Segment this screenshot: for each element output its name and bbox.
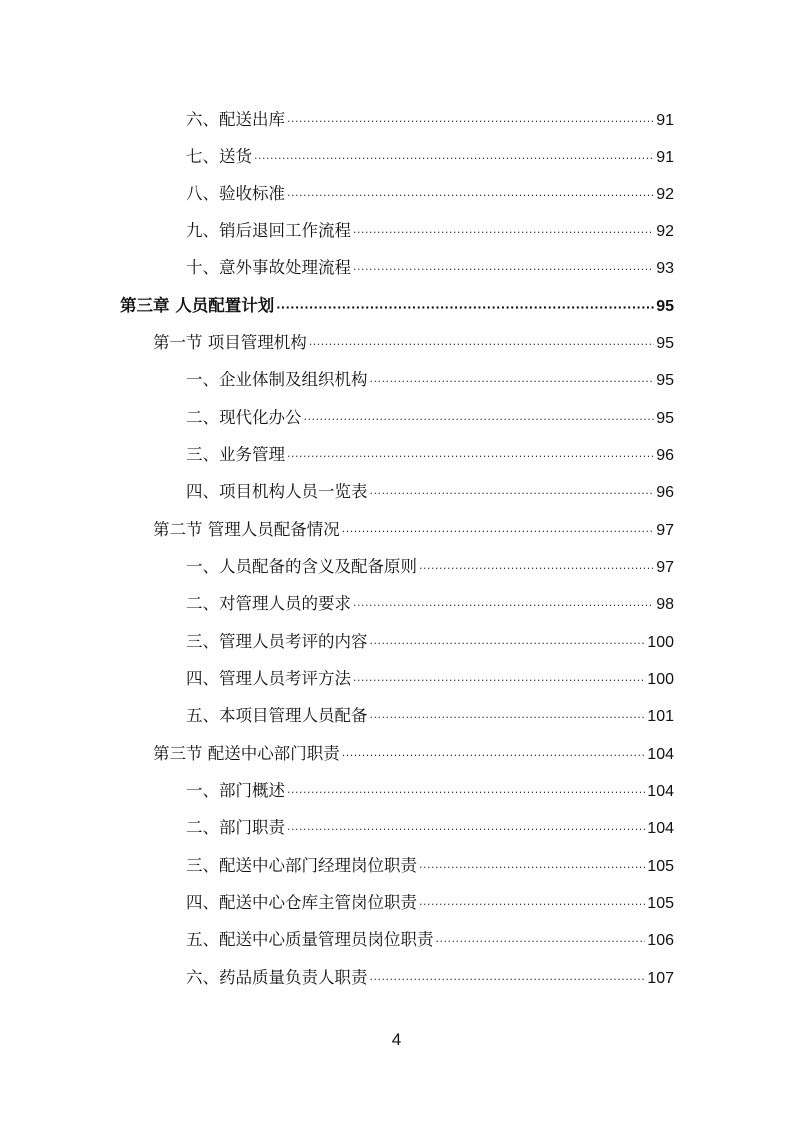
toc-entry-item[interactable] [186,145,674,169]
toc-entry-title: 一、人员配备的含义及配备原则 [186,557,417,576]
toc-entry-item[interactable] [186,108,674,132]
toc-entry-item[interactable] [186,854,674,878]
dot-leader [287,818,645,842]
dot-leader [287,445,654,469]
toc-entry-page-number: 100 [647,671,674,688]
toc-entry-title: 五、本项目管理人员配备 [186,706,368,725]
toc-entry-page-number: 91 [656,149,674,166]
toc-entry-page-number: 96 [656,447,674,464]
toc-entry-chapter[interactable] [120,294,674,318]
dot-leader [287,110,654,134]
toc-entry-page-number: 95 [656,335,674,352]
toc-entry-title: 六、药品质量负责人职责 [186,968,368,987]
toc-entry-item[interactable] [186,816,674,840]
dot-leader [276,296,654,320]
toc-entry-item[interactable] [186,480,674,504]
toc-entry-title: 七、送货 [186,147,252,166]
toc-entry-title: 八、验收标准 [186,184,285,203]
toc-entry-item[interactable] [186,182,674,206]
toc-entry-title: 第三节 配送中心部门职责 [153,744,340,763]
toc-entry-item[interactable] [186,406,674,430]
page-number: 4 [391,1030,402,1049]
toc-entry-title: 一、企业体制及组织机构 [186,370,368,389]
toc-entry-title: 二、部门职责 [186,818,285,837]
dot-leader [353,221,654,245]
toc-entry-title: 四、项目机构人员一览表 [186,482,368,501]
toc-entry-page-number: 95 [656,372,674,389]
dot-leader [342,520,654,544]
toc-entry-page-number: 104 [647,820,674,837]
dot-leader [370,706,646,730]
toc-entry-title: 五、配送中心质量管理员岗位职责 [186,930,434,949]
dot-leader [342,744,646,768]
toc-entry-title: 九、销后退回工作流程 [186,221,351,240]
toc-entry-item[interactable] [186,256,674,280]
dot-leader [419,856,645,880]
toc-entry-title: 三、业务管理 [186,445,285,464]
toc-entry-page-number: 93 [656,260,674,277]
dot-leader [287,184,654,208]
dot-leader [419,893,645,917]
toc-entry-page-number: 105 [647,895,674,912]
toc-entry-item[interactable] [186,630,674,654]
toc-entry-item[interactable] [186,219,674,243]
toc-entry-item[interactable] [186,555,674,579]
toc-entry-item[interactable] [186,667,674,691]
toc-entry-page-number: 106 [647,932,674,949]
toc-entry-page-number: 92 [656,223,674,240]
toc-entry-title: 四、管理人员考评方法 [186,669,351,688]
toc-entry-item[interactable] [186,891,674,915]
dot-leader [370,482,655,506]
toc-entry-page-number: 95 [656,298,674,315]
toc-entry-item[interactable] [186,779,674,803]
dot-leader [353,258,654,282]
dot-leader [370,968,646,992]
dot-leader [287,781,645,805]
toc-entry-section[interactable] [153,518,674,542]
dot-leader [370,632,646,656]
toc-entry-page-number: 97 [656,559,674,576]
toc-entry-page-number: 100 [647,634,674,651]
toc-entry-title: 一、部门概述 [186,781,285,800]
toc-entry-page-number: 92 [656,186,674,203]
toc-entry-item[interactable] [186,928,674,952]
dot-leader [353,669,645,693]
toc-entry-item[interactable] [186,443,674,467]
toc-entry-title: 三、管理人员考评的内容 [186,632,368,651]
toc-entry-section[interactable] [153,331,674,355]
toc-entry-page-number: 95 [656,410,674,427]
toc-entry-title: 第二节 管理人员配备情况 [153,520,340,539]
dot-leader [254,147,654,171]
toc-entry-title: 六、配送出库 [186,110,285,129]
toc-entry-item[interactable] [186,592,674,616]
toc-entry-item[interactable] [186,368,674,392]
toc-entry-item[interactable] [186,704,674,728]
dot-leader [436,930,646,954]
toc-entry-title: 四、配送中心仓库主管岗位职责 [186,893,417,912]
toc-entry-title: 第一节 项目管理机构 [153,333,307,352]
toc-entry-title: 十、意外事故处理流程 [186,258,351,277]
dot-leader [353,594,654,618]
dot-leader [304,408,655,432]
toc-entry-page-number: 96 [656,484,674,501]
toc-entry-title: 第三章 人员配置计划 [120,296,275,315]
toc-entry-page-number: 104 [647,746,674,763]
toc-entry-item[interactable] [186,966,674,990]
toc-entry-title: 三、配送中心部门经理岗位职责 [186,856,417,875]
toc-entry-page-number: 105 [647,858,674,875]
dot-leader [309,333,654,357]
toc-entry-page-number: 104 [647,783,674,800]
dot-leader [419,557,654,581]
toc-entry-title: 二、对管理人员的要求 [186,594,351,613]
toc-entry-page-number: 101 [647,708,674,725]
toc-entry-page-number: 97 [656,522,674,539]
toc-entry-page-number: 91 [656,112,674,129]
toc-entry-page-number: 98 [656,596,674,613]
toc-entry-title: 二、现代化办公 [186,408,302,427]
toc-entry-page-number: 107 [647,970,674,987]
toc-entry-section[interactable] [153,742,674,766]
dot-leader [370,370,655,394]
